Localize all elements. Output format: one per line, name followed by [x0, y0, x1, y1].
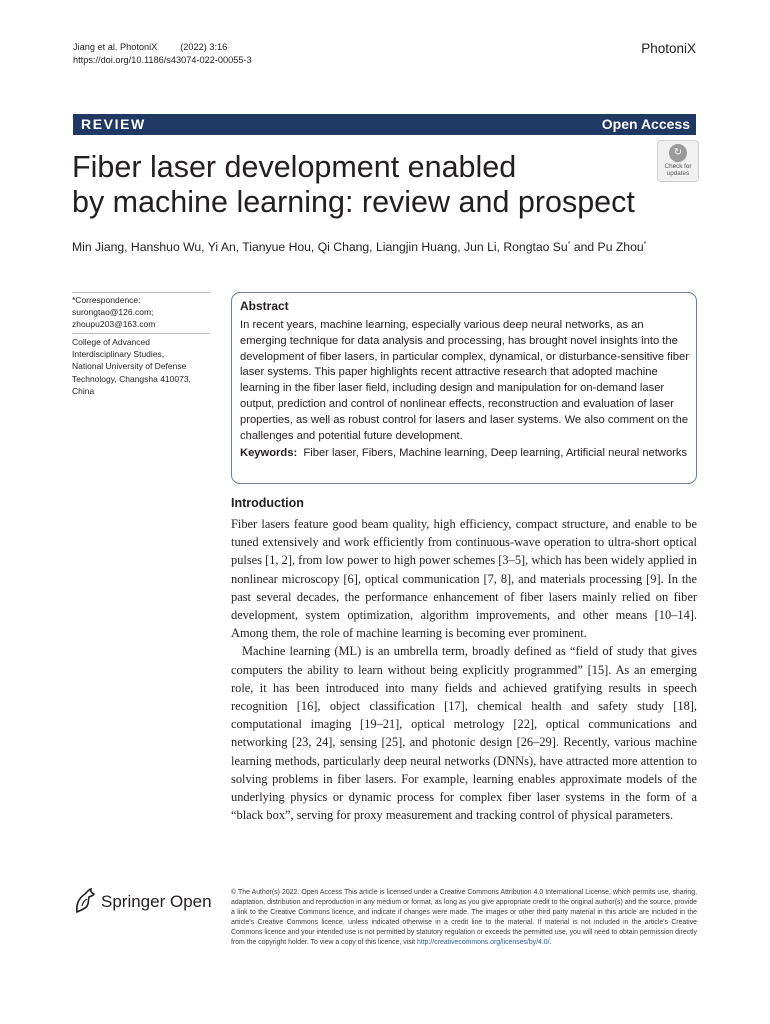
running-header	[73, 41, 252, 67]
check-updates-label: Check for updates	[664, 163, 692, 177]
article-title	[72, 150, 642, 220]
springer-horse-icon	[73, 888, 97, 914]
authors-main: Min Jiang, Hanshuo Wu, Yi An, Tianyue Hou, Qi Chang, Liangjin Huang, Jun Li, Rongtao Su	[72, 240, 568, 254]
license-text	[231, 888, 697, 948]
license-link[interactable]: http://creativecommons.org/licenses/by/4.0/	[417, 939, 550, 946]
doi-link[interactable]: https://doi.org/10.1186/s43074-022-00055-3	[73, 55, 252, 65]
introduction-body	[231, 515, 697, 824]
title-line-1: Fiber laser development enabled	[72, 150, 517, 184]
article-type-band	[73, 114, 696, 135]
title-line-2: by machine learning: review and prospect	[72, 185, 635, 219]
introduction-paragraph-1: Fiber lasers feature good beam quality, high efficiency, compact structure, and enable to be tuned extensively and work efficiently from continuous-wave operation to ultra-short optical pulses [1, 2], from low power to high power schemes [3–5], which has been widely applied in nonlinear microscopy [6], optical communication [7, 8], and materials processing [9]. In the past several decades, the performance enhancement of fiber lasers mainly relied on fiber development, system optimization, algorithm improvements, and other means [10–14]. Among them, the role of machine learning is becoming ever prominent.	[231, 517, 697, 641]
corresponding-mark-2: *	[643, 240, 647, 248]
introduction-heading: Introduction	[231, 496, 304, 510]
abstract-box	[231, 292, 697, 484]
publisher-logo	[73, 886, 218, 918]
corresponding-mark: *	[567, 240, 571, 248]
correspondence-note: *Correspondence: surongtao@126.com; zhoupu203@163.com	[72, 295, 156, 330]
author-list	[72, 240, 646, 254]
keywords	[240, 446, 690, 462]
journal-name: PhotoniX	[641, 41, 696, 56]
license-end: .	[549, 939, 552, 946]
sidebar-divider-top	[72, 292, 210, 293]
abstract-text: In recent years, machine learning, especially various deep neural networks, as an emerging technique for data analysis and processing, has brought novel insights into the development of fiber lasers, in particular complex, dynamical, or disturbance-sensitive fiber laser systems. This paper highlights recent attractive research that adopted machine learning in the fiber laser field, including design and manipulation for on-demand laser output, prediction and control of nonlinear effects, reconstruction and evaluation of laser properties, as well as robust control for lasers and laser systems. We also comment on the challenges and potential future development.	[240, 319, 689, 442]
affiliation-note: College of Advanced Interdisciplinary Studies, National University of Defense Technology, Changsha 410073, China	[72, 337, 191, 396]
sidebar-divider-mid	[72, 333, 210, 334]
keywords-label: Keywords:	[240, 447, 298, 459]
abstract-heading: Abstract	[240, 299, 289, 313]
check-for-updates-badge[interactable]	[657, 140, 699, 182]
keywords-list: Fiber laser, Fibers, Machine learning, Deep learning, Artificial neural networks	[303, 447, 688, 459]
license-body: © The Author(s) 2022. Open Access This article is licensed under a Creative Commons Attribution 4.0 International License, which permits use, sharing, adaptation, distribution and reproduction in any medium or format, as long as you give appropriate credit to the original author(s) and the source, provide a link to the Creative Commons licence, and indicate if changes were made. The images or other third party material in this article are included in the article's Creative Commons licence, unless indicated otherwise in a credit line to the material. If material is not included in the article's Creative Commons licence and your intended use is not permitted by statutory regulation or exceeds the permitted use, you will need to obtain permission directly from the copyright holder. To view a copy of this licence, visit	[231, 889, 697, 946]
open-access-label: Open Access	[601, 116, 690, 132]
publisher-name: Springer Open	[101, 892, 212, 911]
journal-citation: Jiang et al. PhotoniX (2022) 3:16	[73, 42, 228, 52]
check-updates-icon: ↻	[669, 144, 687, 162]
article-type-label: REVIEW	[81, 116, 146, 132]
authors-last: and Pu Zhou	[570, 240, 644, 254]
introduction-paragraph-2: Machine learning (ML) is an umbrella term, broadly defined as “field of study that gives computers the ability to learn without being explicitly programmed” [15]. As an emerging role, it has been introduced into many fields and achieved gratifying results in speech recognition [16], object classification [17], chemical health and safety study [18], computational imaging [19–21], optical metrology [22], optical communications and networking [23, 24], sensing [25], and photonic design [26–29]. Recently, various machine learning methods, particularly deep neural networks (DNNs), have attracted more attention to solving problems in fiber lasers. For example, learning enables approximate models of the underlying physics or dynamic process for complex fiber laser systems in the form of a “black box”, serving for proxy measurement and tracking control of physical parameters.	[231, 644, 697, 823]
